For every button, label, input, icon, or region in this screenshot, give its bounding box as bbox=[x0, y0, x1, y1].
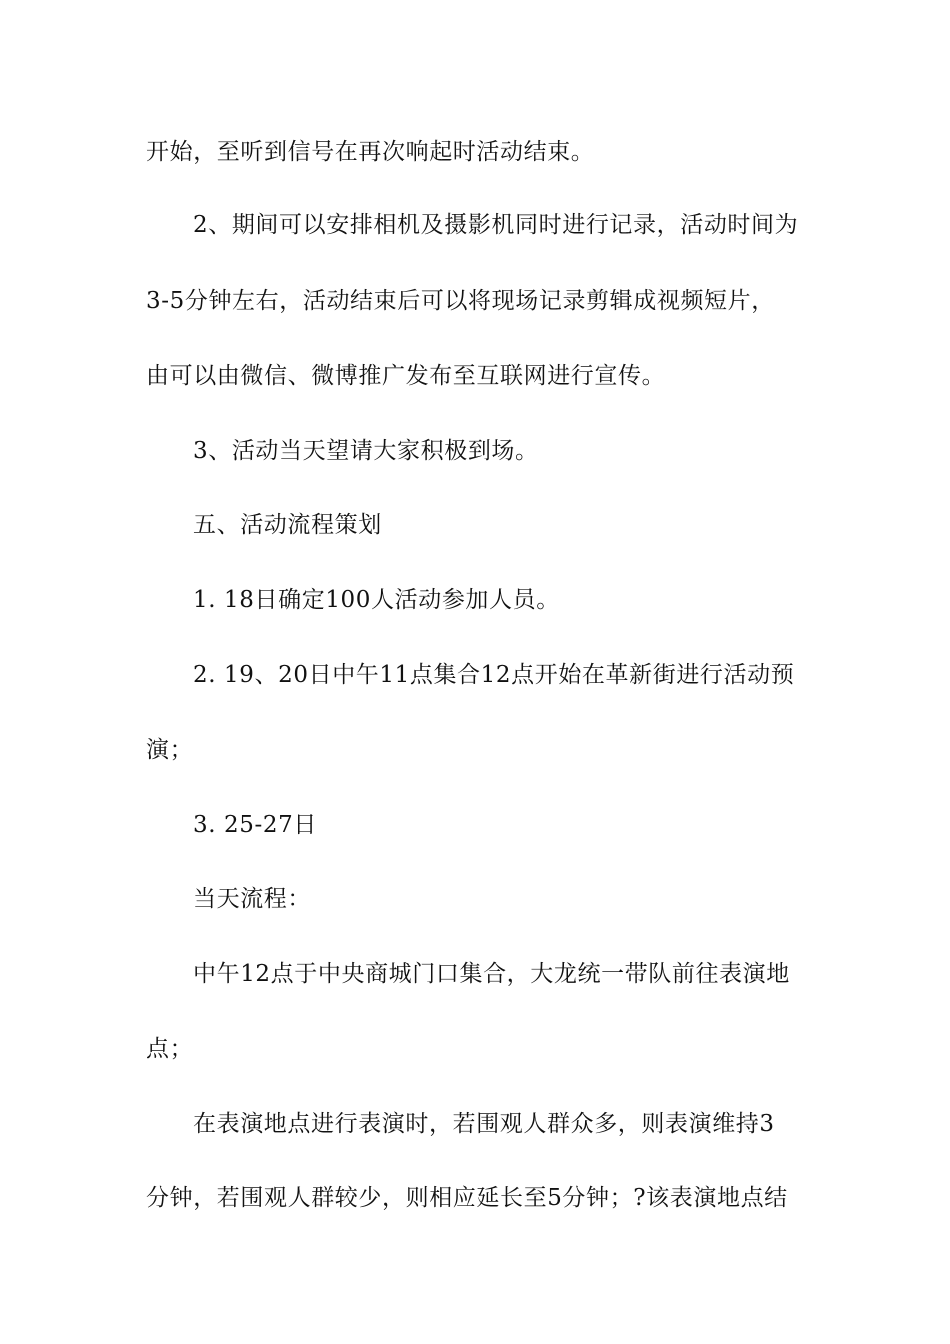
paragraph-line-5: 3、活动当天望请大家积极到场。 bbox=[193, 438, 539, 464]
paragraph-line-14: 在表演地点进行表演时，若围观人群众多，则表演维持3 bbox=[193, 1111, 775, 1137]
paragraph-line-1: 开始，至听到信号在再次响起时活动结束。 bbox=[146, 139, 595, 165]
section-heading: 五、活动流程策划 bbox=[193, 512, 382, 538]
paragraph-line-2: 2、期间可以安排相机及摄影机同时进行记录，活动时间为 bbox=[193, 212, 799, 238]
paragraph-line-12: 中午12点于中央商城门口集合，大龙统一带队前往表演地 bbox=[193, 961, 790, 987]
list-item-2: 2. 19、20日中午11点集合12点开始在革新街进行活动预 bbox=[193, 662, 795, 688]
list-item-2-continuation: 演； bbox=[146, 737, 194, 763]
list-item-3: 3. 25-27日 bbox=[193, 812, 317, 838]
list-item-1: 1. 18日确定100人活动参加人员。 bbox=[193, 587, 560, 613]
paragraph-line-4: 由可以由微信、微博推广发布至互联网进行宣传。 bbox=[146, 363, 666, 389]
subheading-day-flow: 当天流程： bbox=[193, 886, 311, 912]
paragraph-line-15: 分钟，若围观人群较少，则相应延长至5分钟；?该表演地点结 bbox=[146, 1185, 788, 1211]
paragraph-line-3: 3-5分钟左右，活动结束后可以将现场记录剪辑成视频短片， bbox=[146, 288, 775, 314]
paragraph-line-13: 点； bbox=[146, 1036, 194, 1062]
